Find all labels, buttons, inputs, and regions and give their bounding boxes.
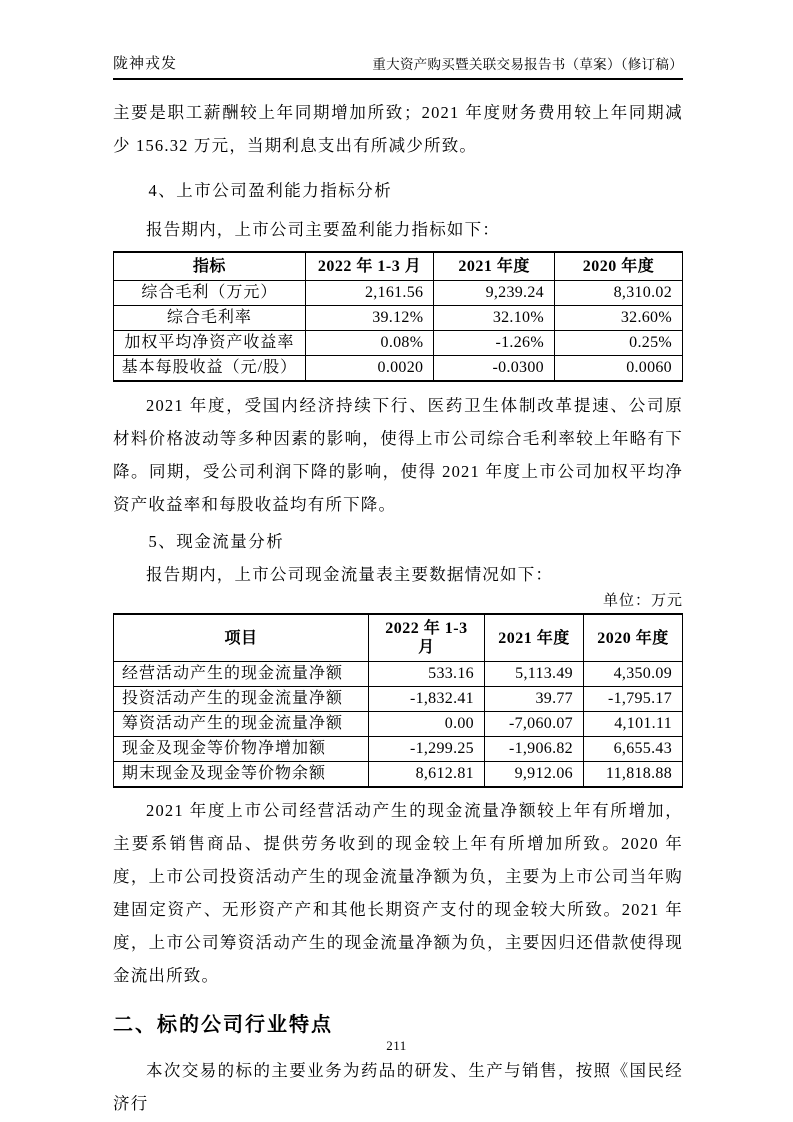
table-cell: 综合毛利（万元） [114, 281, 306, 306]
table-cell: 现金及现金等价物净增加额 [114, 737, 369, 762]
paragraph-profit-intro: 报告期内，上市公司主要盈利能力指标如下： [146, 220, 500, 239]
paragraph-profit-analysis: 2021 年度，受国内经济持续下行、医药卫生体制改革提速、公司原材料价格波动等多种因素的影响，使得上市公司综合毛利率较上年略有下降。同期，受公司利润下降的影响，使得 2021 年度上市公司加权平均净资产收益率和每股收益均有所下降。 [113, 396, 683, 514]
table-cell: 533.16 [368, 662, 484, 687]
table-header-cell: 2021 年度 [434, 252, 555, 281]
table-row [114, 762, 683, 788]
table-cell: 11,818.88 [583, 762, 682, 788]
table-row [114, 281, 683, 306]
table-unit-note: 单位：万元 [602, 593, 683, 609]
table-header-cell: 2020 年度 [583, 614, 682, 662]
table-cell: 6,655.43 [583, 737, 682, 762]
paragraph-section-intro: 本次交易的标的主要业务为药品的研发、生产与销售，按照《国民经济行 [113, 1061, 683, 1113]
table-cell: 4,350.09 [583, 662, 682, 687]
header-company-name: 陇神戎发 [113, 56, 178, 72]
table-header-cell: 2020 年度 [554, 252, 682, 281]
table-cell: -1,795.17 [583, 687, 682, 712]
table-cell: 39.12% [305, 306, 434, 331]
header-report-title: 重大资产购买暨关联交易报告书（草案）（修订稿） [372, 57, 683, 72]
table-cell: 8,612.81 [368, 762, 484, 788]
paragraph-cashflow-analysis: 2021 年度上市公司经营活动产生的现金流量净额较上年有所增加，主要系销售商品、提供劳务收到的现金较上年有所增加所致。2020 年度，上市公司投资活动产生的现金流量净额为负，主要为上市公司当年购建固定资产、无形资产产和其他长期资产支付的现金较大所致。2021 年度，上市公司筹资活动产生的现金流量净额为负，主要因归还借款使得现金流出所致。 [113, 801, 683, 985]
table-cell: 期末现金及现金等价物余额 [114, 762, 369, 788]
table-cell: 基本每股收益（元/股） [114, 356, 306, 382]
table-cell: 0.00 [368, 712, 484, 737]
table-row [114, 662, 683, 687]
paragraph-carryover: 主要是职工薪酬较上年同期增加所致；2021 年度财务费用较上年同期减少 156.32 万元，当期利息支出有所减少所致。 [113, 103, 683, 155]
page-number: 211 [386, 1038, 407, 1053]
table-cell: -0.0300 [434, 356, 555, 382]
heading-section-industry: 二、标的公司行业特点 [113, 1014, 333, 1036]
table-row [114, 356, 683, 382]
table-row [114, 712, 683, 737]
table-cell: 综合毛利率 [114, 306, 306, 331]
table-cell: 筹资活动产生的现金流量净额 [114, 712, 369, 737]
table-cell: 5,113.49 [484, 662, 583, 687]
table-header-row [114, 614, 683, 662]
table-header-row [114, 252, 683, 281]
table-cell: 0.0020 [305, 356, 434, 382]
profit-indicators-table [113, 251, 683, 382]
table-cell: 2,161.56 [305, 281, 434, 306]
paragraph-cashflow-intro: 报告期内，上市公司现金流量表主要数据情况如下： [146, 565, 554, 584]
table-cell: -1,832.41 [368, 687, 484, 712]
table-header-cell: 2021 年度 [484, 614, 583, 662]
table-cell: 32.60% [554, 306, 682, 331]
table-cell: 投资活动产生的现金流量净额 [114, 687, 369, 712]
table-cell: 4,101.11 [583, 712, 682, 737]
table-header-cell: 指标 [114, 252, 306, 281]
table-row [114, 306, 683, 331]
table-header-cell: 2022 年 1-3 月 [368, 614, 484, 662]
table-header-cell: 2022 年 1-3 月 [305, 252, 434, 281]
table-cell: 加权平均净资产收益率 [114, 331, 306, 356]
table-cell: 39.77 [484, 687, 583, 712]
table-cell: -1,299.25 [368, 737, 484, 762]
table-cell: 经营活动产生的现金流量净额 [114, 662, 369, 687]
table-header-cell: 项目 [114, 614, 369, 662]
table-row [114, 331, 683, 356]
table-cell: 9,912.06 [484, 762, 583, 788]
table-row [114, 687, 683, 712]
table-cell: 0.25% [554, 331, 682, 356]
table-cell: 0.0060 [554, 356, 682, 382]
cashflow-table [113, 613, 683, 788]
table-cell: 9,239.24 [434, 281, 555, 306]
table-cell: 0.08% [305, 331, 434, 356]
table-cell: -1.26% [434, 331, 555, 356]
table-cell: -7,060.07 [484, 712, 583, 737]
table-cell: -1,906.82 [484, 737, 583, 762]
content-area [113, 0, 683, 1120]
heading-cashflow-analysis: 5、现金流量分析 [148, 532, 285, 551]
table-cell: 32.10% [434, 306, 555, 331]
heading-profit-indicators: 4、上市公司盈利能力指标分析 [148, 181, 393, 200]
table-cell: 8,310.02 [554, 281, 682, 306]
table-row [114, 737, 683, 762]
doc-header [113, 0, 683, 80]
